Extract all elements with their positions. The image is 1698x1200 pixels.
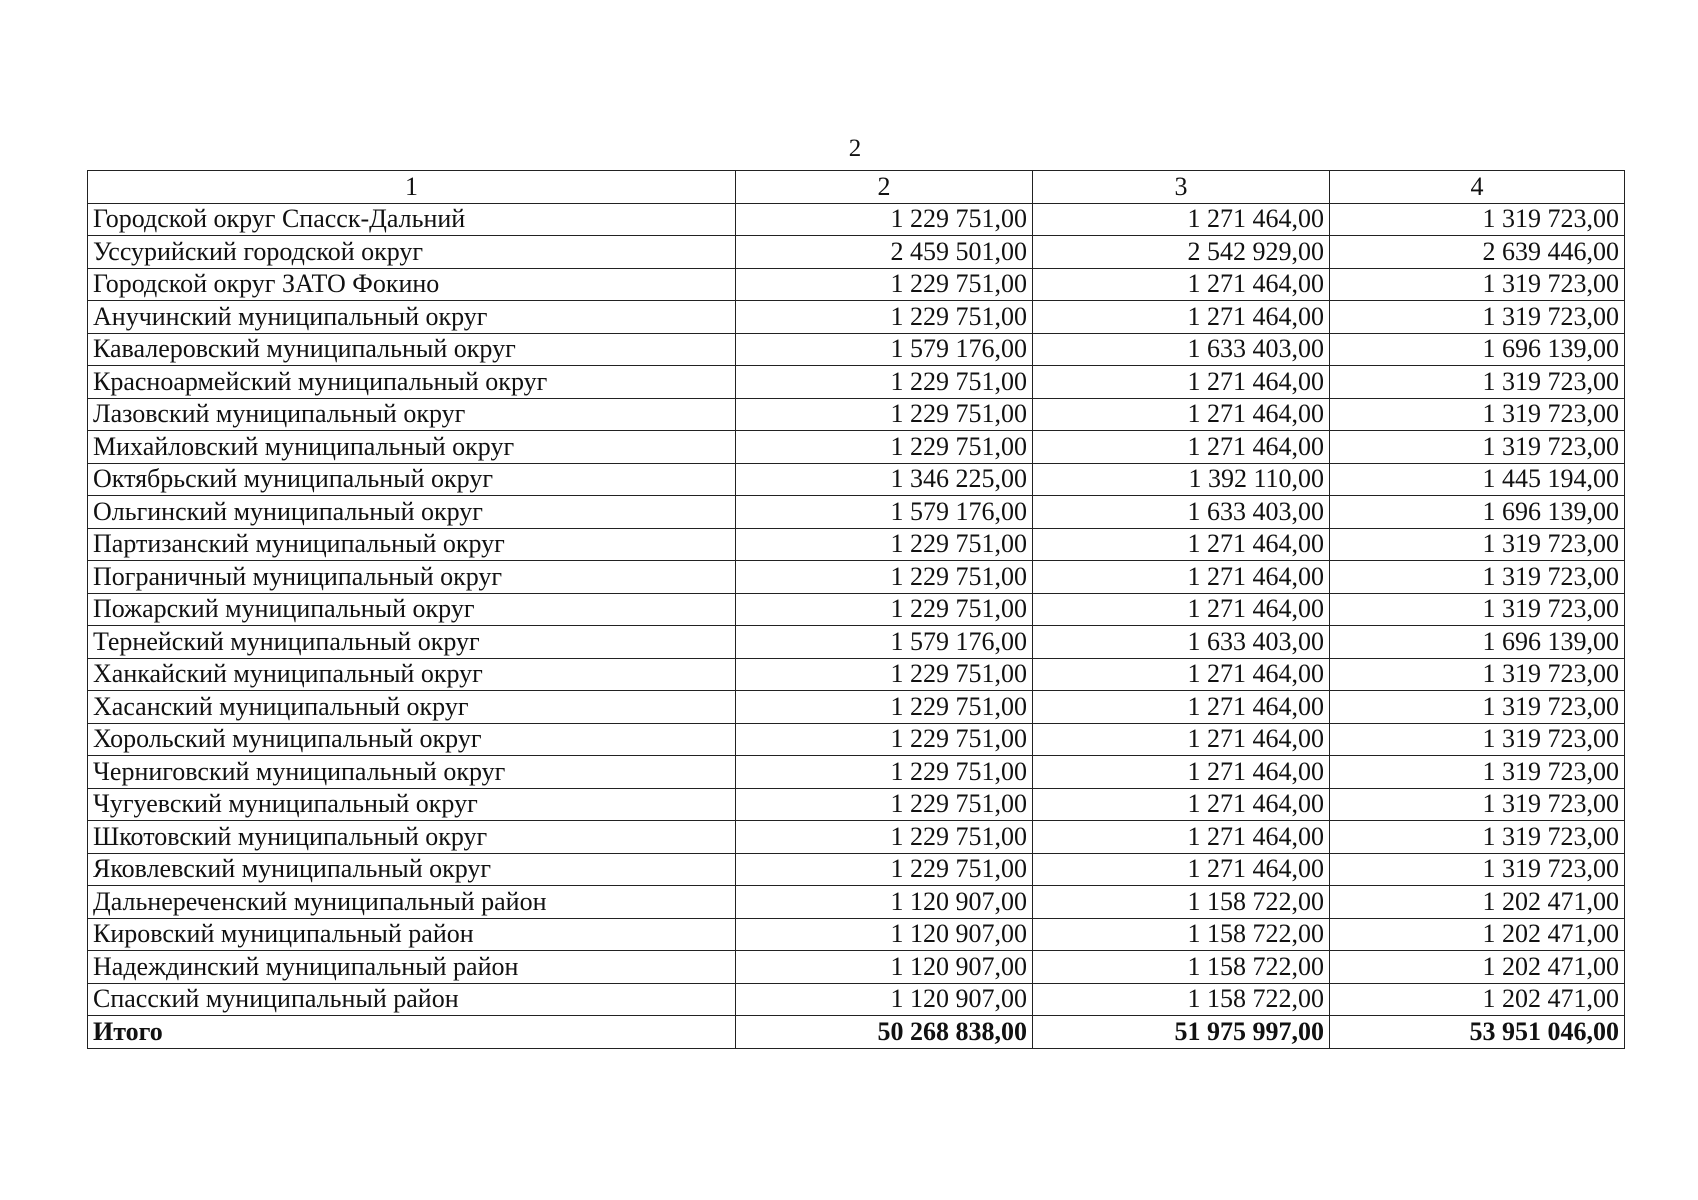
- municipality-name: Кировский муниципальный район: [88, 918, 736, 951]
- table-row: [88, 951, 1625, 984]
- value-column-3: 1 271 464,00: [1033, 528, 1330, 561]
- value-column-4: 1 319 723,00: [1330, 431, 1625, 464]
- table-row: [88, 203, 1625, 236]
- municipality-name: Городской округ Спасск-Дальний: [88, 203, 736, 236]
- value-column-3: 1 158 722,00: [1033, 983, 1330, 1016]
- municipality-name: Пограничный муниципальный округ: [88, 561, 736, 594]
- value-column-3: 1 633 403,00: [1033, 333, 1330, 366]
- value-column-3: 1 633 403,00: [1033, 626, 1330, 659]
- value-column-4: 1 319 723,00: [1330, 301, 1625, 334]
- value-column-4: 1 319 723,00: [1330, 528, 1625, 561]
- total-label: Итого: [88, 1016, 736, 1049]
- table-row: [88, 658, 1625, 691]
- value-column-3: 1 271 464,00: [1033, 431, 1330, 464]
- value-column-3: 1 271 464,00: [1033, 593, 1330, 626]
- value-column-4: 1 202 471,00: [1330, 886, 1625, 919]
- value-column-4: 1 319 723,00: [1330, 821, 1625, 854]
- value-column-3: 1 158 722,00: [1033, 918, 1330, 951]
- table-row: [88, 626, 1625, 659]
- municipality-name: Дальнереченский муниципальный район: [88, 886, 736, 919]
- municipality-name: Спасский муниципальный район: [88, 983, 736, 1016]
- value-column-2: 1 229 751,00: [736, 268, 1033, 301]
- municipality-name: Чугуевский муниципальный округ: [88, 788, 736, 821]
- table-row: [88, 561, 1625, 594]
- value-column-3: 1 271 464,00: [1033, 691, 1330, 724]
- value-column-2: 1 229 751,00: [736, 821, 1033, 854]
- value-column-4: 1 319 723,00: [1330, 691, 1625, 724]
- municipality-name: Хасанский муниципальный округ: [88, 691, 736, 724]
- value-column-2: 1 229 751,00: [736, 756, 1033, 789]
- table-row: [88, 333, 1625, 366]
- value-column-2: 1 120 907,00: [736, 983, 1033, 1016]
- value-column-3: 1 271 464,00: [1033, 756, 1330, 789]
- value-column-4: 1 696 139,00: [1330, 496, 1625, 529]
- table-row: [88, 886, 1625, 919]
- table-row: [88, 398, 1625, 431]
- value-column-2: 1 229 751,00: [736, 398, 1033, 431]
- total-column-4: 53 951 046,00: [1330, 1016, 1625, 1049]
- value-column-4: 1 319 723,00: [1330, 366, 1625, 399]
- value-column-4: 1 319 723,00: [1330, 203, 1625, 236]
- value-column-2: 1 229 751,00: [736, 593, 1033, 626]
- table-row: [88, 723, 1625, 756]
- value-column-4: 1 202 471,00: [1330, 983, 1625, 1016]
- value-column-2: 1 579 176,00: [736, 496, 1033, 529]
- value-column-4: 1 319 723,00: [1330, 398, 1625, 431]
- value-column-3: 1 271 464,00: [1033, 398, 1330, 431]
- value-column-4: 1 319 723,00: [1330, 853, 1625, 886]
- value-column-2: 1 579 176,00: [736, 333, 1033, 366]
- total-column-2: 50 268 838,00: [736, 1016, 1033, 1049]
- municipality-name: Черниговский муниципальный округ: [88, 756, 736, 789]
- value-column-2: 1 229 751,00: [736, 431, 1033, 464]
- value-column-3: 1 633 403,00: [1033, 496, 1330, 529]
- value-column-2: 1 229 751,00: [736, 301, 1033, 334]
- column-number-row: [88, 171, 1625, 204]
- municipality-name: Пожарский муниципальный округ: [88, 593, 736, 626]
- value-column-2: 1 120 907,00: [736, 918, 1033, 951]
- value-column-3: 1 158 722,00: [1033, 886, 1330, 919]
- table-row: [88, 788, 1625, 821]
- table-row: [88, 268, 1625, 301]
- value-column-2: 1 229 751,00: [736, 691, 1033, 724]
- value-column-2: 1 229 751,00: [736, 561, 1033, 594]
- municipality-name: Ольгинский муниципальный округ: [88, 496, 736, 529]
- municipality-name: Кавалеровский муниципальный округ: [88, 333, 736, 366]
- value-column-4: 1 696 139,00: [1330, 333, 1625, 366]
- value-column-4: 2 639 446,00: [1330, 236, 1625, 269]
- value-column-2: 1 229 751,00: [736, 658, 1033, 691]
- municipality-name: Городской округ ЗАТО Фокино: [88, 268, 736, 301]
- value-column-4: 1 319 723,00: [1330, 788, 1625, 821]
- table-row: [88, 983, 1625, 1016]
- value-column-3: 1 271 464,00: [1033, 203, 1330, 236]
- value-column-3: 1 271 464,00: [1033, 268, 1330, 301]
- total-row: [88, 1016, 1625, 1049]
- allocation-table: [87, 170, 1625, 1049]
- value-column-2: 1 229 751,00: [736, 366, 1033, 399]
- value-column-2: 1 346 225,00: [736, 463, 1033, 496]
- table-row: [88, 821, 1625, 854]
- table-body: [88, 171, 1625, 1049]
- table-row: [88, 431, 1625, 464]
- table-row: [88, 236, 1625, 269]
- value-column-4: 1 319 723,00: [1330, 723, 1625, 756]
- total-column-3: 51 975 997,00: [1033, 1016, 1330, 1049]
- value-column-3: 1 271 464,00: [1033, 561, 1330, 594]
- table-row: [88, 463, 1625, 496]
- table-row: [88, 528, 1625, 561]
- value-column-4: 1 202 471,00: [1330, 918, 1625, 951]
- value-column-3: 1 392 110,00: [1033, 463, 1330, 496]
- page-number: 2: [848, 135, 862, 162]
- value-column-3: 1 158 722,00: [1033, 951, 1330, 984]
- municipality-name: Партизанский муниципальный округ: [88, 528, 736, 561]
- value-column-2: 2 459 501,00: [736, 236, 1033, 269]
- value-column-3: 2 542 929,00: [1033, 236, 1330, 269]
- value-column-3: 1 271 464,00: [1033, 366, 1330, 399]
- municipality-name: Хорольский муниципальный округ: [88, 723, 736, 756]
- value-column-2: 1 579 176,00: [736, 626, 1033, 659]
- value-column-4: 1 319 723,00: [1330, 561, 1625, 594]
- municipality-name: Михайловский муниципальный округ: [88, 431, 736, 464]
- municipality-name: Анучинский муниципальный округ: [88, 301, 736, 334]
- municipality-name: Красноармейский муниципальный округ: [88, 366, 736, 399]
- value-column-3: 1 271 464,00: [1033, 658, 1330, 691]
- value-column-4: 1 319 723,00: [1330, 593, 1625, 626]
- table-row: [88, 853, 1625, 886]
- municipality-name: Ханкайский муниципальный округ: [88, 658, 736, 691]
- value-column-2: 1 229 751,00: [736, 203, 1033, 236]
- value-column-2: 1 120 907,00: [736, 886, 1033, 919]
- value-column-4: 1 445 194,00: [1330, 463, 1625, 496]
- column-number-2: 2: [736, 171, 1033, 204]
- municipality-name: Тернейский муниципальный округ: [88, 626, 736, 659]
- table-row: [88, 756, 1625, 789]
- value-column-4: 1 202 471,00: [1330, 951, 1625, 984]
- municipality-name: Уссурийский городской округ: [88, 236, 736, 269]
- value-column-4: 1 319 723,00: [1330, 658, 1625, 691]
- value-column-3: 1 271 464,00: [1033, 723, 1330, 756]
- value-column-2: 1 229 751,00: [736, 853, 1033, 886]
- table-row: [88, 366, 1625, 399]
- table-row: [88, 496, 1625, 529]
- municipality-name: Яковлевский муниципальный округ: [88, 853, 736, 886]
- value-column-4: 1 319 723,00: [1330, 756, 1625, 789]
- value-column-2: 1 229 751,00: [736, 788, 1033, 821]
- municipality-name: Лазовский муниципальный округ: [88, 398, 736, 431]
- value-column-4: 1 696 139,00: [1330, 626, 1625, 659]
- municipality-name: Шкотовский муниципальный округ: [88, 821, 736, 854]
- value-column-4: 1 319 723,00: [1330, 268, 1625, 301]
- table-row: [88, 918, 1625, 951]
- column-number-1: 1: [88, 171, 736, 204]
- table-row: [88, 593, 1625, 626]
- municipality-name: Надеждинский муниципальный район: [88, 951, 736, 984]
- value-column-3: 1 271 464,00: [1033, 301, 1330, 334]
- value-column-2: 1 229 751,00: [736, 723, 1033, 756]
- value-column-2: 1 229 751,00: [736, 528, 1033, 561]
- value-column-3: 1 271 464,00: [1033, 788, 1330, 821]
- municipality-name: Октябрьский муниципальный округ: [88, 463, 736, 496]
- value-column-3: 1 271 464,00: [1033, 821, 1330, 854]
- column-number-4: 4: [1330, 171, 1625, 204]
- table-row: [88, 691, 1625, 724]
- table-row: [88, 301, 1625, 334]
- column-number-3: 3: [1033, 171, 1330, 204]
- value-column-3: 1 271 464,00: [1033, 853, 1330, 886]
- value-column-2: 1 120 907,00: [736, 951, 1033, 984]
